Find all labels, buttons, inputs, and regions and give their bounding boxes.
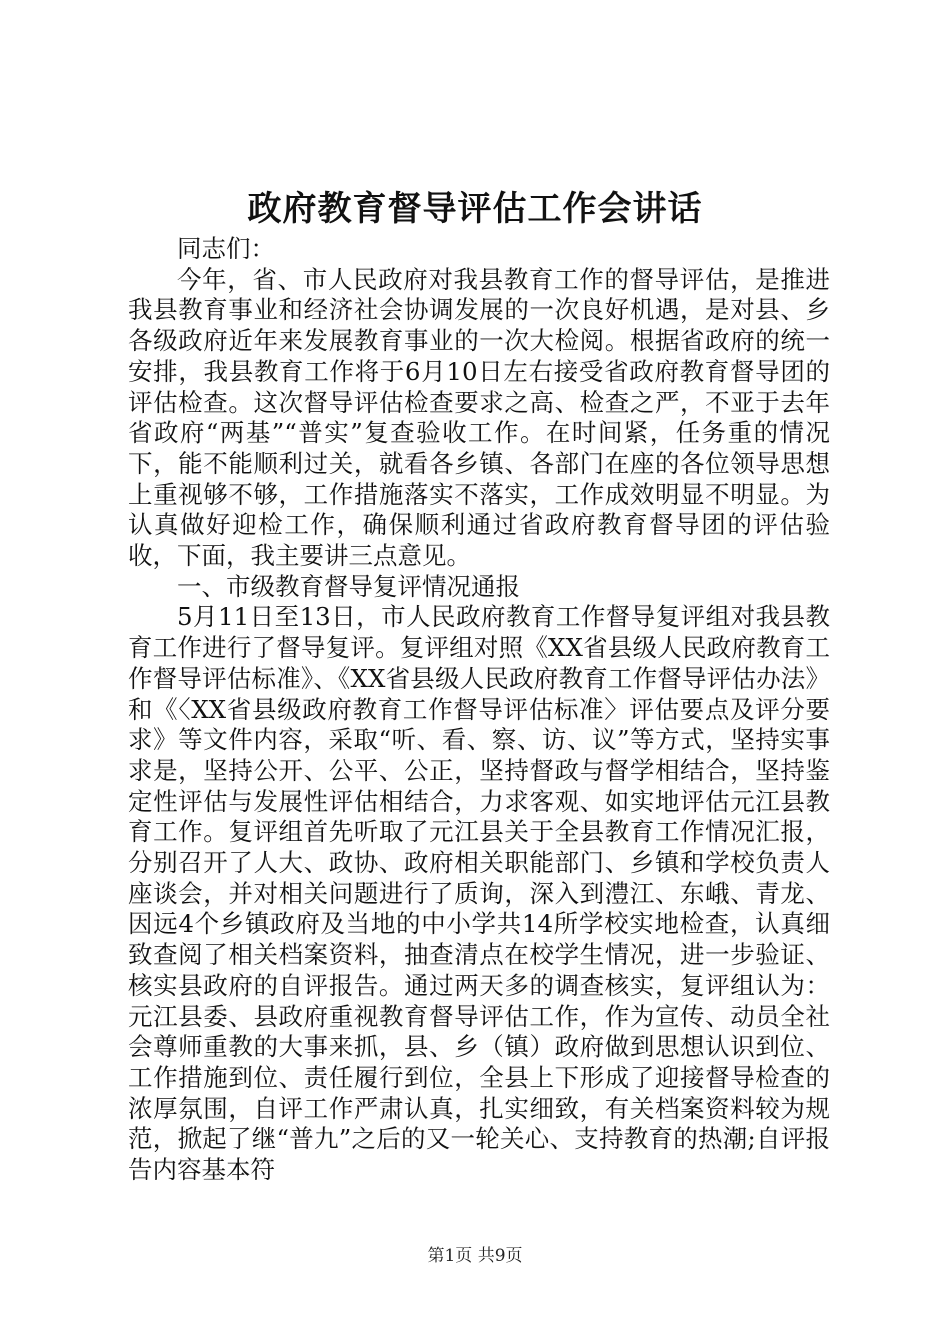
page-number-footer: 第1页 共9页 [427,1246,523,1266]
paragraph-intro: 今年，省、市人民政府对我县教育工作的督导评估，是推进我县教育事业和经济社会协调发展的一次良好机遇，是对县、乡各级政府近年来发展教育事业的一次大检阅。根据省政府的统一安排，我县教育工作将于6月10日左右接受省政府教育督导团的评估检查。这次督导评估检查要求之高、检查之严，不亚于去年省政府“两基”“普实”复查验收工作。在时间紧，任务重的情况下，能不能顺利过关，就看各乡镇、各部门在座的各位领导思想上重视够不够，工作措施落实不落实，工作成效明显不明显。为认真做好迎检工作，确保顺利通过省政府教育督导团的评估验收，下面，我主要讲三点意见。 [128,264,830,571]
section-heading: 一、市级教育督导复评情况通报 [177,571,520,601]
paragraph-section-one: 5月11日至13日，市人民政府教育工作督导复评组对我县教育工作进行了督导复评。复评组对照《XX省县级人民政府教育工作督导评估标准》、《XX省县级人民政府教育工作督导评估办法》和《〈XX省县级政府教育工作督导评估标准〉评估要点及评分要求》等文件内容，采取“听、看、察、访、议”等方式，坚持实事求是，坚持公开、公平、公正，坚持督政与督学相结合，坚持鉴定性评估与发展性评估相结合，力求客观、如实地评估元江县教育工作。复评组首先听取了元江县关于全县教育工作情况汇报，分别召开了人大、政协、政府相关职能部门、乡镇和学校负责人座谈会，并对相关问题进行了质询，深入到澧江、东峨、青龙、因远4个乡镇政府及当地的中小学共14所学校实地检查，认真细致查阅了相关档案资料，抽查清点在校学生情况，进一步验证、核实县政府的自评报告。通过两天多的调查核实，复评组认为：元江县委、县政府重视教育督导评估工作，作为宣传、动员全社会尊师重教的大事来抓，县、乡（镇）政府做到思想认识到位、工作措施到位、责任履行到位，全县上下形成了迎接督导检查的浓厚氛围，自评工作严肃认真，扎实细致，有关档案资料较为规范，掀起了继“普九”之后的又一轮关心、支持教育的热潮;自评报告内容基本符 [128,602,830,1185]
document-title: 政府教育督导评估工作会讲话 [247,189,703,229]
salutation: 同志们： [177,234,275,263]
document-body [128,234,830,1186]
